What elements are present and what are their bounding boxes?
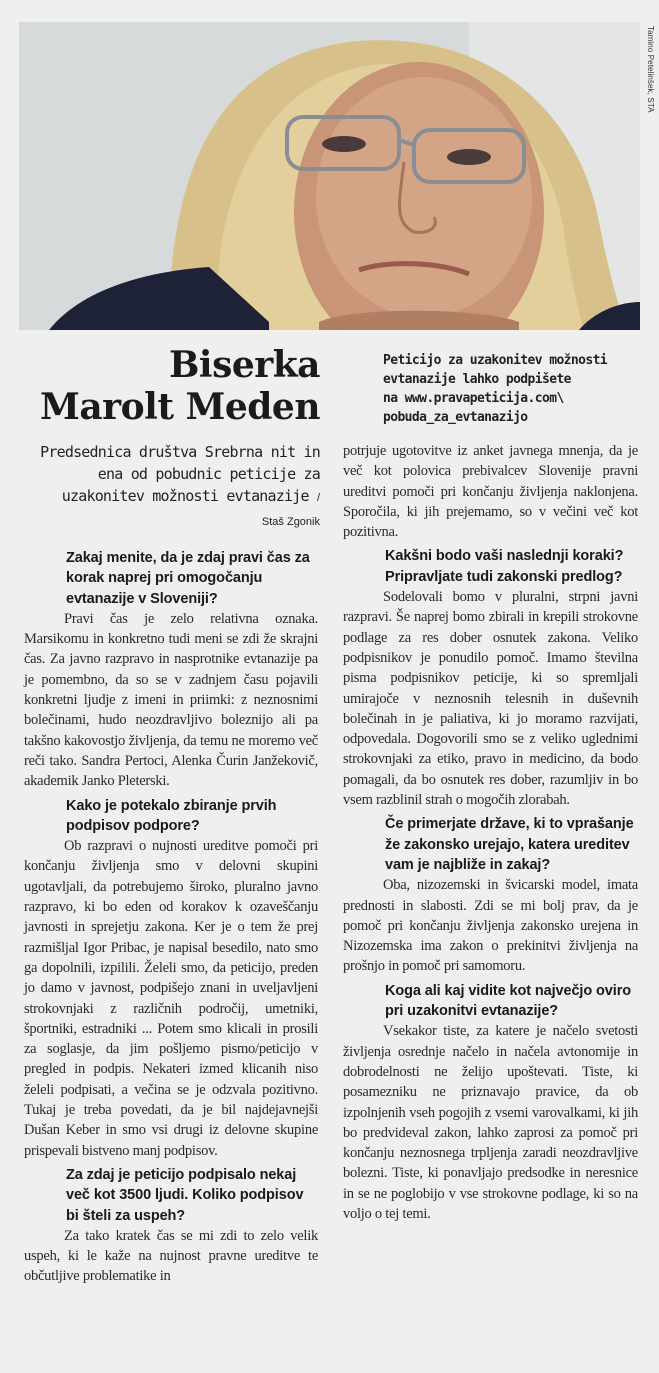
question: Če primerjate države, ki to vprašanje že zakonsko urejajo, katera ureditev vam je najbliže in zakaj? <box>385 816 634 873</box>
name-line-2: Marolt Meden <box>40 386 320 428</box>
question: Kakšni bodo vaši naslednji koraki? Pripravljate tudi zakonski predlog? <box>385 548 624 585</box>
lead-paragraph <box>40 441 320 533</box>
lead-text: Predsednica društva Srebrna nit in ena od pobudnic peticije za uzakonitev možnosti evtanazije <box>40 443 320 505</box>
answer: Sodelovali bomo v pluralni, strpni javni razpravi. Še naprej bomo zbirali in krepili strokovne podlage za res dober osnutek zakona. Veliko podpisnikov je ponudilo pomoč. Imamo številna pisma podpisnikov peticije, ki so spremljali umirajoče v neznosnih telesnih in duševnih bolečinah in je paliativa, ki jo moramo razvijati, odpovedala. Dogovorili smo se z veliko uglednimi strokovnjaki za etiko, pravo in medicino, da bodo pomagali, da bo osnutek res dober, razumljiv in bo vsem razblinil strah o mogočih zlorabah. <box>343 589 638 809</box>
petition-info <box>383 351 633 427</box>
answer-continued: potrjuje ugotovitve iz anket javnega mnenja, da je več kot polovica prebivalcev Slovenije pravni ureditvi pomoči pri končanju življenja naklonjena. Sporočila, ki jih prejemamo, so v večini več kot pozitivna. <box>343 443 638 541</box>
question: Zakaj menite, da je zdaj pravi čas za korak naprej pri omogočanju evtanazije v Sloveniji? <box>66 550 310 607</box>
petition-link-path[interactable]: pobuda_za_evtanazijo <box>383 410 528 425</box>
question: Za zdaj je peticijo podpisalo nekaj več kot 3500 ljudi. Koliko podpisov bi šteli za uspeh? <box>66 1166 304 1224</box>
answer: Pravi čas je zelo relativna oznaka. Marsikomu in konkretno tudi meni se zdi že skrajni čas. Za javno razpravo in nasprotnike evtanazije pa je pomembno, da so se v zadnjem času pojavili konkretni ljudje z imeni in priimki: z neznosnimi bolečinami, hudo neozdravljivo boleznijo ali pa takšno kakovostjo življenja, da temu ne moremo več reči tako. Sandra Pertoci, Alenka Čurin Janžekovič, akademik Janko Pleterski. <box>24 610 318 790</box>
answer: Vsekakor tiste, za katere je načelo svetosti življenja osrednje načelo in načela avtonomije in dobrodelnosti ne želijo upoštevati. Tiste, ki posamezniku ne priznavajo pravice, da ob izpolnjenih vseh pogojih z vsemi varovalkami, ki jih bo predvideval zakon, lahko zaprosi za pomoč pri končanju neznosnega trpljenja zaradi neozdravljive bolezni. Tiste, ki ponavljajo predsodke in neresnice in se ne poglobijo v vse strokovne podlage, ki so na voljo o tej temi. <box>343 1023 638 1222</box>
answer: Ob razpravi o nujnosti ureditve pomoči pri končanju življenja smo v delovni skupini ugotavljali, da potrebujemo široko, pluralno javno razpravo, ki bo eden od korakov k ozaveščanju javnosti in sprejetju zakona. Ker je o tem že prej razmišljal Igor Pribac, je napisal besedilo, nato smo ga dopolnili, izpilili. Želeli smo, da peticijo, preden jo damo v javnost, podpišejo znani in uveljavljeni strokovnjaki z različnih področij, umetniki, športniki, estradniki ... Potem smo klicali in prosili za soglasje, da jim pošljemo pismo/peticijo v pregled in podpis. Nekateri izmed klicanih niso želeli podpisati, a večina se je odzvala pozitivno. Tukaj je treba povedati, da je bil najdejavnejši Dušan Keber in smo vsi drugi iz delovne skupine prispevali bistveno manj podpisov. <box>24 838 318 1159</box>
answer: Za tako kratek čas se mi zdi to zelo velik uspeh, ki le kaže na nujnost pravne ureditve te občutljive problematike in <box>24 1227 318 1285</box>
answer: Oba, nizozemski in švicarski model, imata prednosti in slabosti. Zdi se mi bolj prav, da je pomoč pri končanju življenja zakonsko urejena in Nizozemska ima zakon o prekinitvi življenja na prošnjo in pomoč pri samomoru. <box>343 877 638 975</box>
petition-line-1: Peticijo za uzakonitev možnosti <box>383 353 608 368</box>
portrait-photo <box>19 22 640 330</box>
question: Koga ali kaj vidite kot največjo oviro pri uzakonitvi evtanazije? <box>385 982 631 1020</box>
interviewee-name <box>18 344 320 428</box>
portrait-illustration <box>19 22 640 330</box>
petition-line-2: evtanazije lahko podpišete <box>383 372 571 387</box>
byline: / Staš Zgonik <box>261 492 320 528</box>
name-line-1: Biserka <box>168 344 320 386</box>
petition-link[interactable]: na www.pravapeticija.com\ <box>383 391 564 406</box>
right-column <box>343 441 638 1228</box>
left-column <box>24 548 318 1291</box>
photo-credit: Tamino Petelinšek, STA <box>646 26 655 113</box>
question: Kako je potekalo zbiranje prvih podpisov podpore? <box>66 797 277 834</box>
